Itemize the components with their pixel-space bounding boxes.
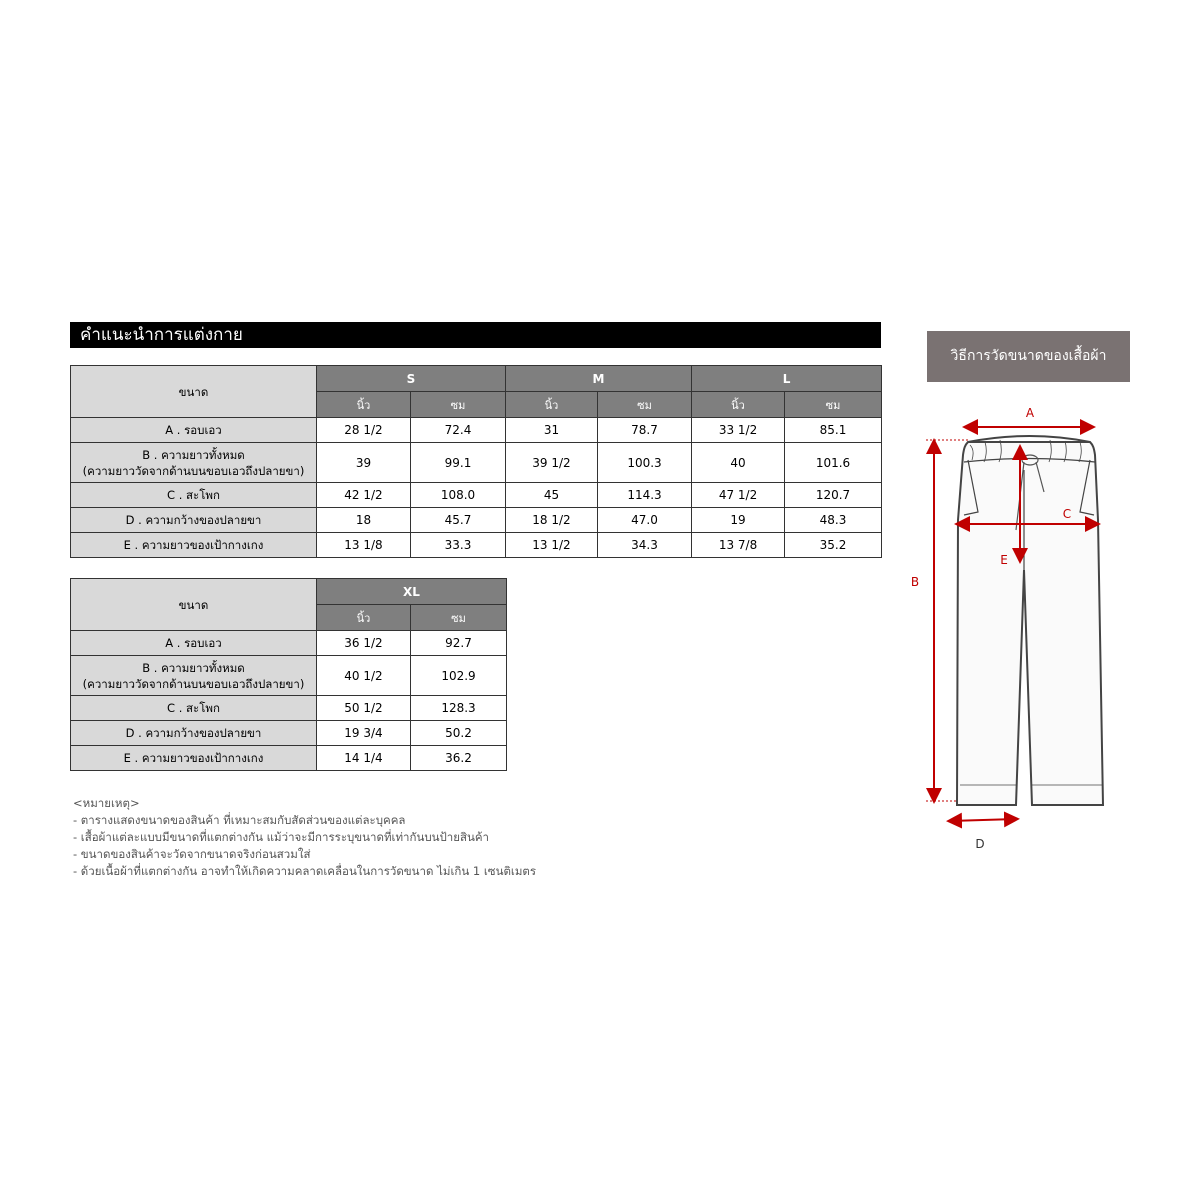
table-row <box>71 631 507 656</box>
unit-inch: นิ้ว <box>692 392 785 418</box>
row-label <box>71 418 317 443</box>
note-item: - ตารางแสดงขนาดของสินค้า ที่เหมาะสมกับสัดส่วนของแต่ละบุคคล <box>73 813 406 827</box>
unit-cm: ซม <box>411 392 506 418</box>
table-cell: 99.1 <box>411 443 506 483</box>
row-label-text: E . ความยาวของเป้ากางเกง <box>123 538 264 552</box>
table-cell: 120.7 <box>785 483 882 508</box>
table-cell: 36 1/2 <box>317 631 411 656</box>
table-cell: 114.3 <box>598 483 692 508</box>
table-cell: 42 1/2 <box>317 483 411 508</box>
measure-guide-title: วิธีการวัดขนาดของเสื้อผ้า <box>927 331 1130 382</box>
row-label <box>71 443 317 483</box>
table-cell: 31 <box>506 418 598 443</box>
table-cell: 34.3 <box>598 533 692 558</box>
row-label-text: B . ความยาวทั้งหมด <box>142 447 245 462</box>
row-label-text: C . สะโพก <box>167 488 220 502</box>
size-table-s-m-l <box>70 365 882 558</box>
size-header: XL <box>317 579 507 605</box>
row-label <box>71 508 317 533</box>
table-row <box>71 418 882 443</box>
note-item: - ด้วยเนื้อผ้าที่แตกต่างกัน อาจทำให้เกิดความคลาดเคลื่อนในการวัดขนาด ไม่เกิน 1 เซนติเมตร <box>73 864 537 878</box>
table-row <box>71 508 882 533</box>
table-cell: 33.3 <box>411 533 506 558</box>
unit-inch: นิ้ว <box>317 605 411 631</box>
table-cell: 50 1/2 <box>317 696 411 721</box>
table-cell: 48.3 <box>785 508 882 533</box>
header-row <box>71 366 882 392</box>
table-cell: 85.1 <box>785 418 882 443</box>
row-label-note: (ความยาววัดจากด้านบนขอบเอวถึงปลายขา) <box>82 676 305 691</box>
row-label-text: E . ความยาวของเป้ากางเกง <box>123 751 264 765</box>
table-cell: 102.9 <box>411 656 507 696</box>
header-row <box>71 579 507 605</box>
page-title: คำแนะนำการแต่งกาย <box>70 322 881 348</box>
table-cell: 19 3/4 <box>317 721 411 746</box>
table-cell: 40 <box>692 443 785 483</box>
row-label-text: C . สะโพก <box>167 701 220 715</box>
row-label-text: B . ความยาวทั้งหมด <box>142 660 245 675</box>
table-cell: 100.3 <box>598 443 692 483</box>
row-label <box>71 696 317 721</box>
row-label-text: A . รอบเอว <box>165 423 222 437</box>
pants-outline <box>957 436 1103 805</box>
table-cell: 28 1/2 <box>317 418 411 443</box>
table-row <box>71 533 882 558</box>
table-cell: 45.7 <box>411 508 506 533</box>
table-cell: 128.3 <box>411 696 507 721</box>
size-table-xl <box>70 578 507 771</box>
note-item: - ขนาดของสินค้าจะวัดจากขนาดจริงก่อนสวมใส่ <box>73 847 311 861</box>
table-cell: 13 7/8 <box>692 533 785 558</box>
table-row <box>71 483 882 508</box>
table-cell: 35.2 <box>785 533 882 558</box>
note-item: - เสื้อผ้าแต่ละแบบมีขนาดที่แตกต่างกัน แม้ว่าจะมีการระบุขนาดที่เท่ากันบนป้ายสินค้า <box>73 830 490 844</box>
table-cell: 92.7 <box>411 631 507 656</box>
table-cell: 18 1/2 <box>506 508 598 533</box>
size-header: M <box>506 366 692 392</box>
table-cell: 50.2 <box>411 721 507 746</box>
table-cell: 14 1/4 <box>317 746 411 771</box>
size-header: L <box>692 366 882 392</box>
unit-inch: นิ้ว <box>317 392 411 418</box>
label-c: C <box>1062 507 1072 521</box>
notes-heading: <หมายเหตุ> <box>73 796 140 810</box>
unit-cm: ซม <box>598 392 692 418</box>
table-row <box>71 656 507 696</box>
row-label <box>71 746 317 771</box>
notes-section <box>73 795 536 880</box>
unit-inch: นิ้ว <box>506 392 598 418</box>
label-e: E <box>1000 553 1008 567</box>
table-cell: 72.4 <box>411 418 506 443</box>
table-cell: 36.2 <box>411 746 507 771</box>
label-d: D <box>975 837 985 851</box>
table-cell: 19 <box>692 508 785 533</box>
row-label-text: D . ความกว้างของปลายขา <box>125 726 262 740</box>
row-label <box>71 631 317 656</box>
row-label <box>71 656 317 696</box>
table-cell: 108.0 <box>411 483 506 508</box>
table-cell: 45 <box>506 483 598 508</box>
label-b: B <box>910 575 920 589</box>
table-cell: 13 1/8 <box>317 533 411 558</box>
size-column-header: ขนาด <box>71 579 317 631</box>
table-row <box>71 443 882 483</box>
row-label <box>71 483 317 508</box>
pants-measurement-diagram <box>900 400 1140 860</box>
size-header: S <box>317 366 506 392</box>
table-cell: 33 1/2 <box>692 418 785 443</box>
table-cell: 18 <box>317 508 411 533</box>
table-cell: 101.6 <box>785 443 882 483</box>
table-cell: 39 <box>317 443 411 483</box>
table-cell: 40 1/2 <box>317 656 411 696</box>
size-column-header: ขนาด <box>71 366 317 418</box>
row-label-text: D . ความกว้างของปลายขา <box>125 513 262 527</box>
label-a: A <box>1025 406 1035 420</box>
table-cell: 78.7 <box>598 418 692 443</box>
row-label-text: A . รอบเอว <box>165 636 222 650</box>
table-row <box>71 721 507 746</box>
table-cell: 39 1/2 <box>506 443 598 483</box>
table-cell: 47.0 <box>598 508 692 533</box>
row-label <box>71 533 317 558</box>
table-row <box>71 696 507 721</box>
table-row <box>71 746 507 771</box>
row-label <box>71 721 317 746</box>
table-cell: 13 1/2 <box>506 533 598 558</box>
table-cell: 47 1/2 <box>692 483 785 508</box>
unit-cm: ซม <box>785 392 882 418</box>
unit-cm: ซม <box>411 605 507 631</box>
row-label-note: (ความยาววัดจากด้านบนขอบเอวถึงปลายขา) <box>82 463 305 478</box>
